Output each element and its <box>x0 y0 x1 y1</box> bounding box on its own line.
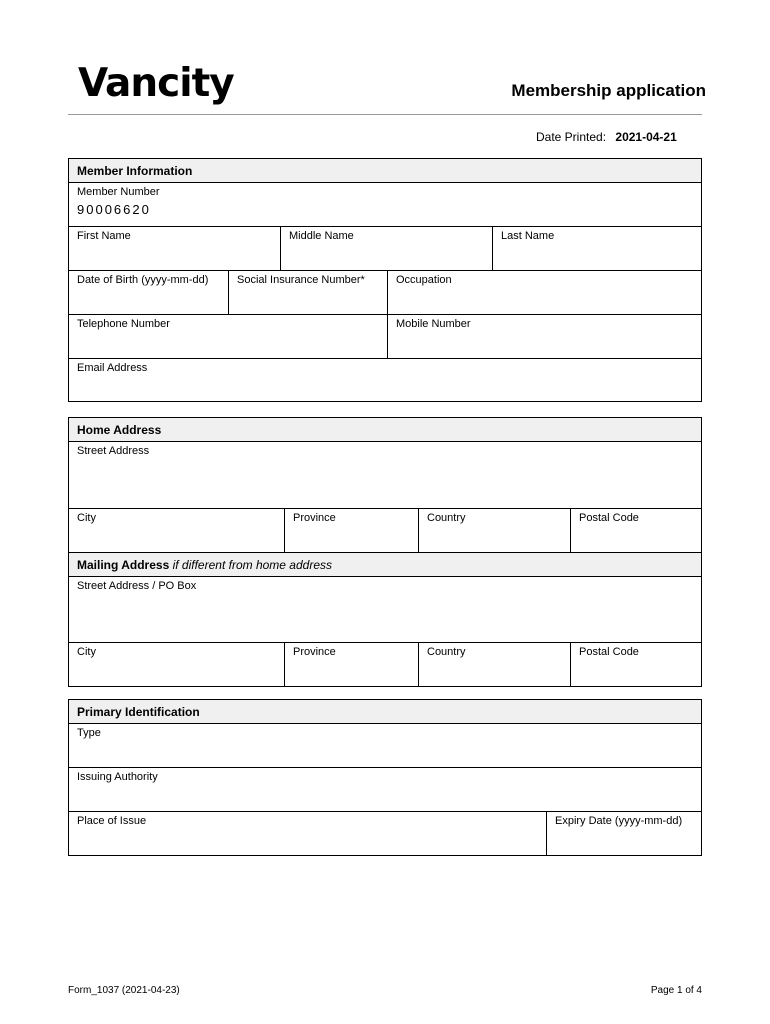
email-field[interactable] <box>69 359 701 401</box>
last-name-field[interactable] <box>492 227 701 270</box>
place-of-issue-label: Place of Issue <box>77 815 147 827</box>
member-information-heading: Member Information <box>69 159 701 183</box>
issuing-authority-label: Issuing Authority <box>77 771 158 783</box>
mailing-country-field[interactable] <box>418 643 570 686</box>
document-title: Membership application <box>511 81 706 100</box>
mailing-address-section <box>69 552 701 686</box>
mailing-address-heading <box>69 553 701 577</box>
member-number-field[interactable] <box>69 183 701 226</box>
occupation-field[interactable] <box>387 271 701 314</box>
date-printed <box>536 130 677 144</box>
id-type-label: Type <box>77 727 101 739</box>
home-city-field[interactable] <box>69 509 284 552</box>
member-information-section <box>68 158 702 402</box>
middle-name-field[interactable] <box>280 227 492 270</box>
mailing-postal-code-field[interactable] <box>570 643 701 686</box>
home-country-field[interactable] <box>418 509 570 552</box>
primary-identification-heading: Primary Identification <box>69 700 701 724</box>
member-number-value: 90006620 <box>77 202 151 217</box>
home-address-section <box>68 417 702 687</box>
home-province-field[interactable] <box>284 509 418 552</box>
mobile-field[interactable] <box>387 315 701 358</box>
home-postal-code-field[interactable] <box>570 509 701 552</box>
middle-name-label: Middle Name <box>289 230 354 242</box>
issuing-authority-field[interactable] <box>69 768 701 811</box>
mailing-country-label: Country <box>427 646 466 658</box>
mailing-province-label: Province <box>293 646 336 658</box>
home-street-label: Street Address <box>77 445 150 457</box>
sin-field[interactable] <box>228 271 387 314</box>
vancity-logo: Vancity <box>78 61 234 106</box>
mobile-label: Mobile Number <box>396 318 471 330</box>
home-street-field[interactable] <box>69 442 701 508</box>
home-city-label: City <box>77 512 96 524</box>
id-type-field[interactable] <box>69 724 701 767</box>
first-name-label: First Name <box>77 230 131 242</box>
mailing-street-label: Street Address / PO Box <box>77 580 197 592</box>
page-number: Page 1 of 4 <box>650 985 702 996</box>
date-printed-label: Date Printed: <box>536 130 607 144</box>
telephone-field[interactable] <box>69 315 387 358</box>
header-divider <box>68 114 702 115</box>
telephone-label: Telephone Number <box>77 318 170 330</box>
home-postal-code-label: Postal Code <box>579 512 639 524</box>
home-address-heading: Home Address <box>69 418 701 442</box>
mailing-province-field[interactable] <box>284 643 418 686</box>
member-number-label: Member Number <box>77 186 160 198</box>
expiry-date-field[interactable] <box>546 812 701 855</box>
first-name-field[interactable] <box>69 227 280 270</box>
form-id: Form_1037 (2021-04-23) <box>68 985 180 996</box>
home-province-label: Province <box>293 512 336 524</box>
date-of-birth-field[interactable] <box>69 271 228 314</box>
mailing-city-label: City <box>77 646 96 658</box>
mailing-city-field[interactable] <box>69 643 284 686</box>
mailing-postal-code-label: Postal Code <box>579 646 639 658</box>
last-name-label: Last Name <box>501 230 555 242</box>
occupation-label: Occupation <box>396 274 452 286</box>
home-country-label: Country <box>427 512 466 524</box>
mailing-street-field[interactable] <box>69 577 701 642</box>
place-of-issue-field[interactable] <box>69 812 546 855</box>
email-label: Email Address <box>77 362 148 374</box>
mailing-address-heading-note: if different from home address <box>172 558 332 572</box>
date-printed-value: 2021-04-21 <box>615 130 677 144</box>
expiry-date-label: Expiry Date (yyyy-mm-dd) <box>555 815 683 827</box>
primary-identification-section <box>68 699 702 856</box>
sin-label: Social Insurance Number* <box>237 274 365 286</box>
date-of-birth-label: Date of Birth (yyyy-mm-dd) <box>77 274 209 286</box>
mailing-address-heading-text: Mailing Address <box>77 558 170 572</box>
